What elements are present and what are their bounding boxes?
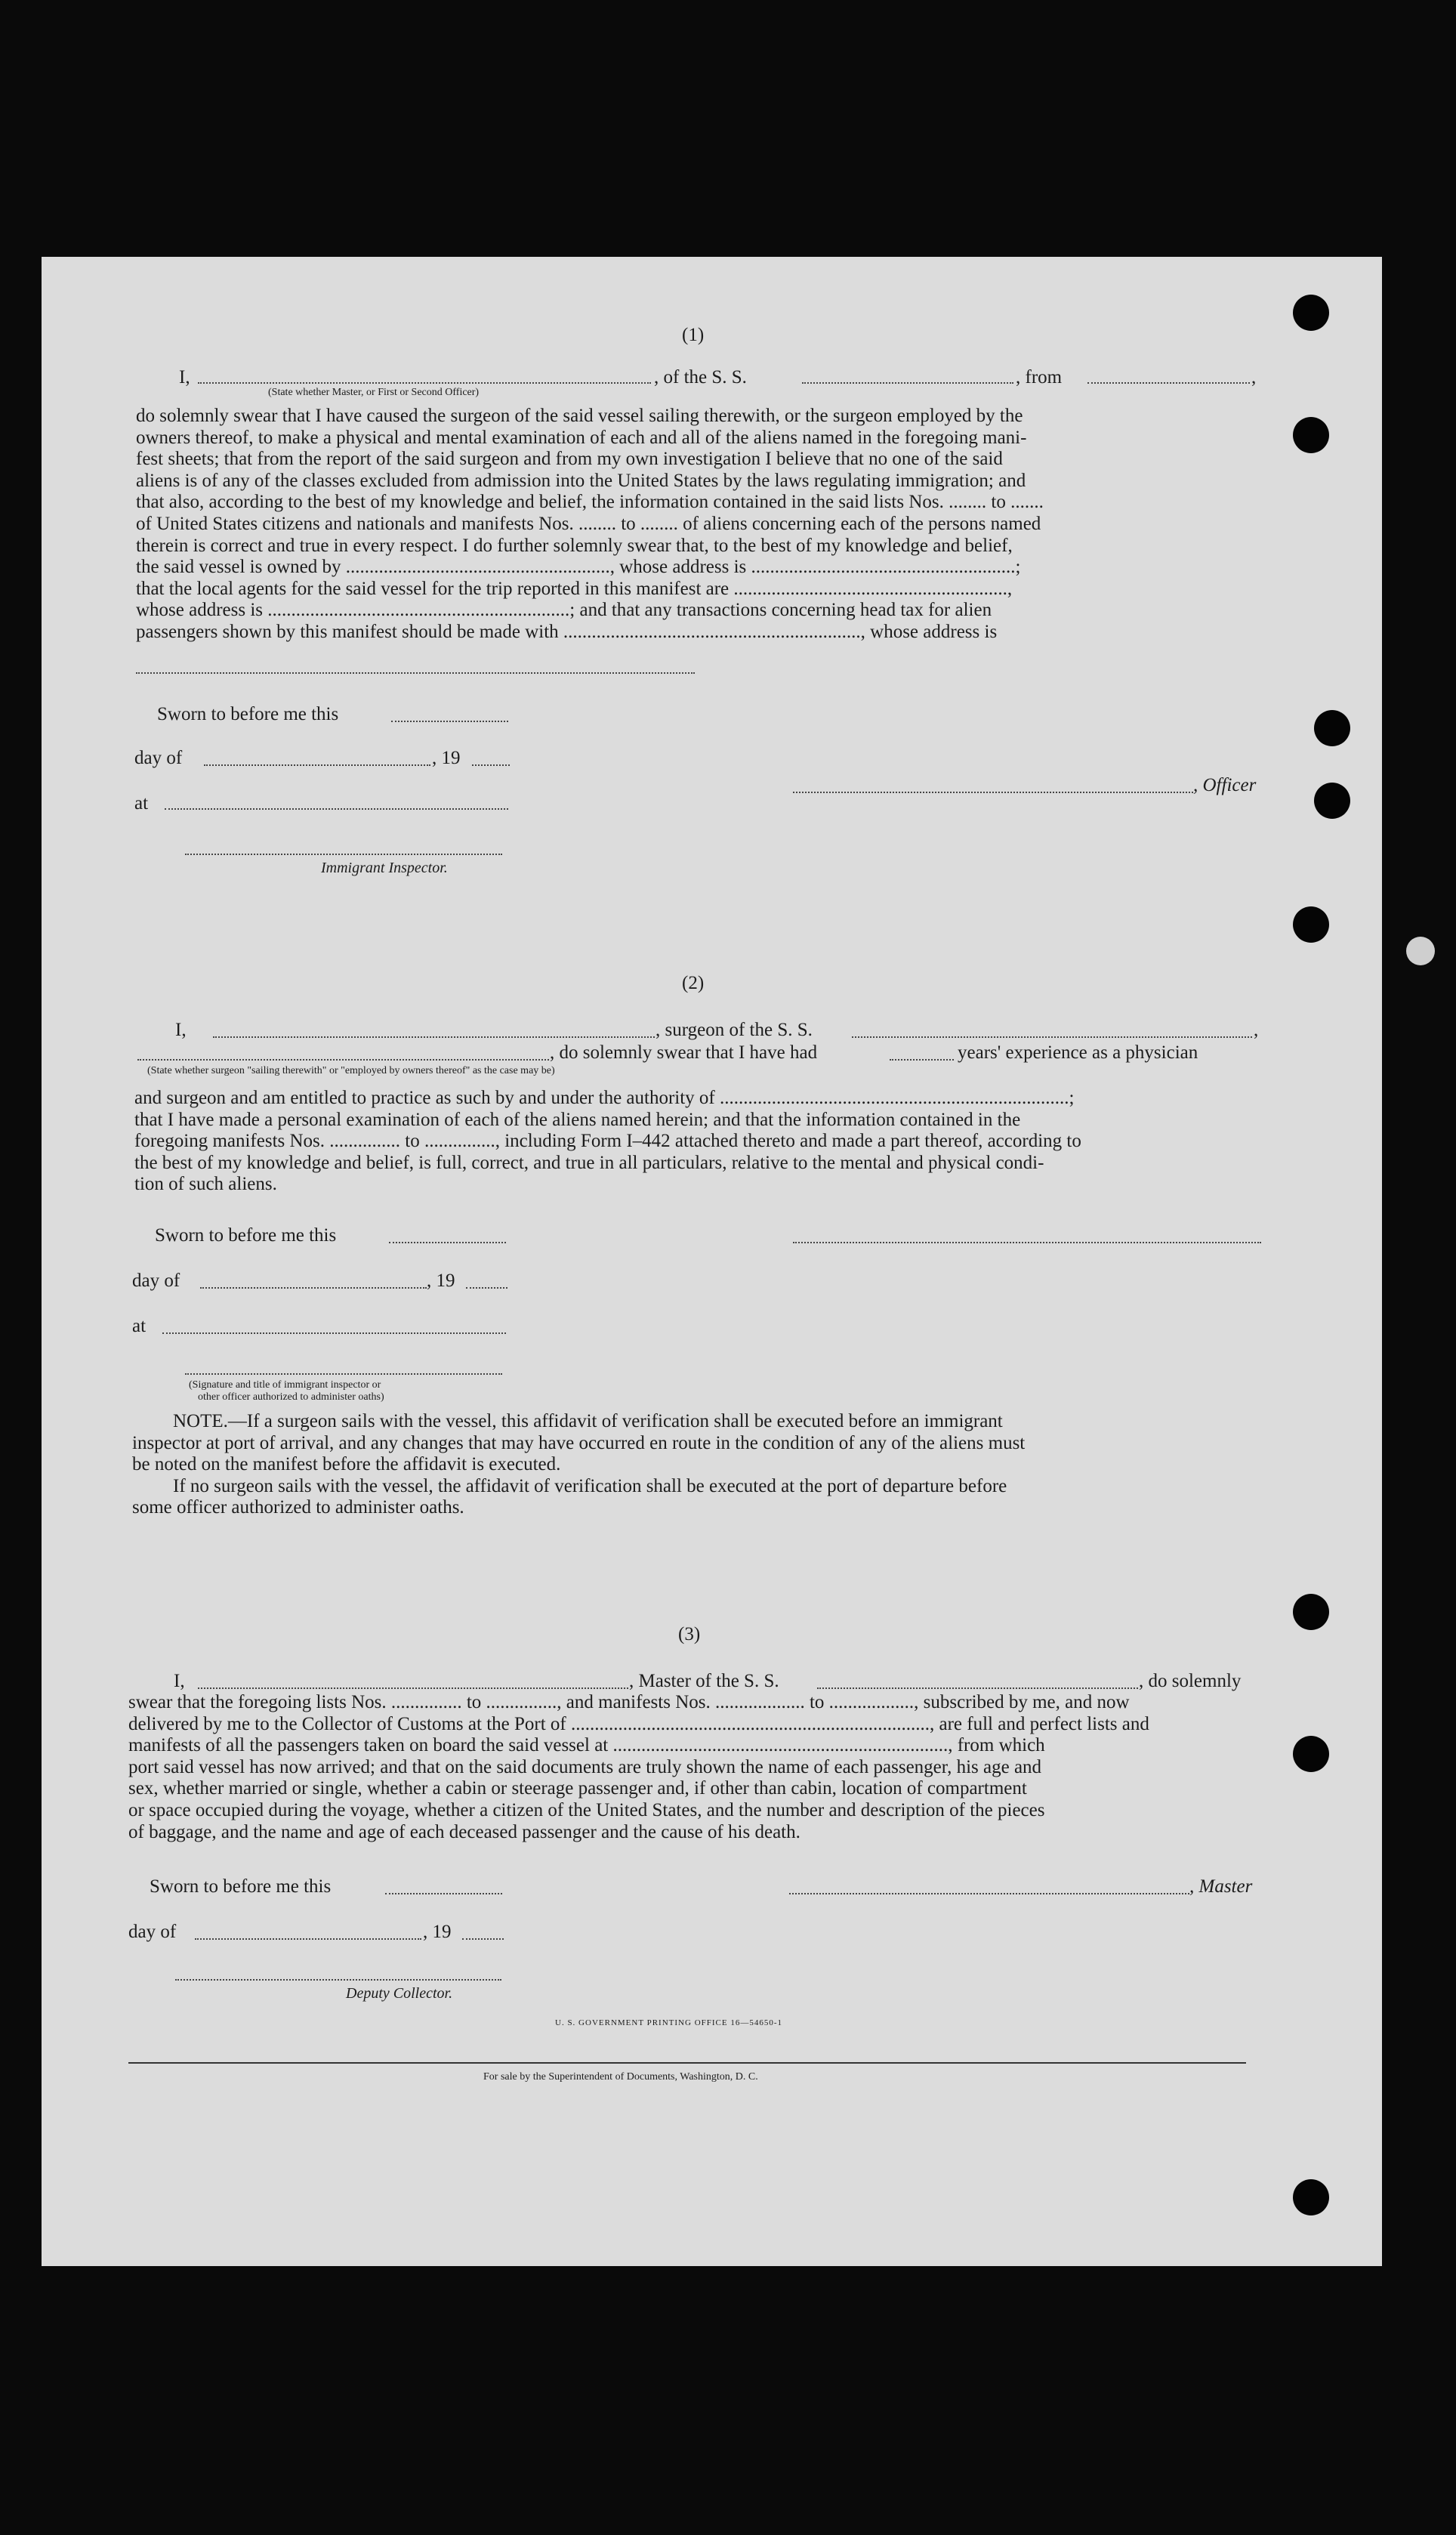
- section-2-oath-paragraph: [134, 1088, 1263, 1196]
- oath-line: therein is correct and true in every respect. I do further solemnly swear that, to the best of my knowledge and belief,: [136, 535, 1013, 556]
- inspector-signature-blank: [185, 854, 502, 855]
- punch-hole: [1314, 783, 1350, 819]
- section-3-oath-paragraph: [128, 1692, 1257, 1843]
- oath-line: aliens is of any of the classes excluded from admission into the United States by the laws regulating immigration; and: [136, 470, 1026, 491]
- oath-line: that I have made a personal examination of each of the aliens named herein; and that the information contained in the: [134, 1109, 1021, 1130]
- year-blank: [466, 1287, 507, 1289]
- year-blank: [462, 1938, 504, 1940]
- oath-line: whose address is ................................................................; and that any transactions concerning head tax for alien: [136, 600, 992, 621]
- do-solemnly: , do solemnly: [1139, 1671, 1242, 1691]
- footer-rule: [128, 2062, 1246, 2064]
- oath-line: swear that the foregoing lists Nos. ............... to ..............., and manifests Nos. ................... to .................., subscribed by me, and now: [128, 1692, 1130, 1712]
- at-label: at: [132, 1316, 147, 1336]
- printing-office-mark: U. S. GOVERNMENT PRINTING OFFICE 16—54650-1: [555, 2018, 783, 2027]
- vessel-name-blank: [802, 382, 1013, 384]
- month-blank: [200, 1287, 427, 1289]
- line-end-comma: ,: [1251, 367, 1257, 388]
- year-label: , 19: [427, 1271, 455, 1291]
- surgeon-name-blank: [213, 1036, 655, 1038]
- note-line: inspector at port of arrival, and any changes that may have occurred en route in the condition of any of the aliens must: [132, 1432, 1026, 1453]
- address-continuation-blank: [136, 672, 695, 674]
- punch-hole: [1314, 710, 1350, 746]
- oath-line: and surgeon and am entitled to practice as such by and under the authority of ..........................................................................;: [134, 1088, 1075, 1108]
- note-line: some officer authorized to administer oaths.: [132, 1497, 464, 1518]
- year-label: , 19: [423, 1922, 452, 1942]
- oath-line: delivered by me to the Collector of Customs at the Port of ............................................................................, are full and perfect lists and: [128, 1713, 1149, 1734]
- oath-line: the best of my knowledge and belief, is full, correct, and true in all particulars, relative to the mental and physical condi-: [134, 1152, 1044, 1173]
- place-blank: [165, 808, 508, 810]
- place-blank: [162, 1332, 506, 1334]
- oath-line: or space occupied during the voyage, whether a citizen of the United States, and the number and description of the pieces: [128, 1799, 1045, 1820]
- master-name-blank: [198, 1687, 628, 1689]
- surgeon-of-ss: , surgeon of the S. S.: [656, 1020, 813, 1040]
- punch-hole: [1293, 906, 1329, 943]
- sworn-date-blank: [389, 1242, 506, 1243]
- oath-line: sex, whether married or single, whether a cabin or steerage passenger and, if other than cabin, location of compartment: [128, 1778, 1027, 1799]
- footer-imprint: For sale by the Superintendent of Documents, Washington, D. C.: [483, 2071, 758, 2083]
- note-line: If no surgeon sails with the vessel, the affidavit of verification shall be executed at the port of departure before: [173, 1475, 1007, 1496]
- surgeon-status-note: (State whether surgeon "sailing therewith" or "employed by owners thereof" as the case may be): [147, 1065, 555, 1076]
- oath-line: that the local agents for the said vessel for the trip reported in this manifest are ..........................................................,: [136, 578, 1013, 599]
- sworn-label: Sworn to before me this: [157, 704, 339, 724]
- sworn-date-blank: [385, 1893, 502, 1894]
- section-2-number: (2): [682, 973, 705, 993]
- officer-signature-blank: [793, 792, 1193, 793]
- section-1-i: I,: [179, 367, 190, 388]
- month-blank: [195, 1938, 421, 1940]
- surgeon-note-paragraph: [132, 1411, 1257, 1519]
- year-label: , 19: [432, 748, 461, 768]
- punch-hole: [1293, 1594, 1329, 1630]
- at-label: at: [134, 793, 149, 814]
- oath-line: foregoing manifests Nos. ............... to ..............., including Form I–442 attached thereto and made a part thereof, according to: [134, 1131, 1081, 1152]
- deputy-collector-label: Deputy Collector.: [346, 1985, 453, 2002]
- officer-name-blank: [198, 382, 651, 384]
- inspector-signature-blank: [185, 1373, 502, 1375]
- from-label: , from: [1016, 367, 1063, 388]
- sworn-label: Sworn to before me this: [150, 1876, 332, 1897]
- section-1-number: (1): [682, 325, 705, 345]
- oath-line: passengers shown by this manifest should be made with ..............................................................., whose address is: [136, 621, 998, 642]
- sworn-date-blank: [391, 721, 508, 722]
- section-3-i: I,: [174, 1671, 185, 1691]
- note-line: NOTE.—If a surgeon sails with the vessel, this affidavit of verification shall be executed before an immigrant: [173, 1411, 1003, 1431]
- oath-line: fest sheets; that from the report of the said surgeon and from my own investigation I believe that no one of the said: [136, 449, 1003, 470]
- day-of-label: day of: [132, 1271, 180, 1291]
- years-experience: years' experience as a physician: [958, 1042, 1198, 1063]
- oath-line: tion of such aliens.: [134, 1174, 277, 1195]
- oath-line: do solemnly swear that I have caused the surgeon of the said vessel sailing therewith, or the surgeon employed by the: [136, 406, 1023, 426]
- oath-line: owners thereof, to make a physical and mental examination of each and all of the aliens named in the foregoing mani-: [136, 427, 1027, 448]
- surgeon-vessel-blank: [852, 1036, 1252, 1038]
- sworn-label: Sworn to before me this: [155, 1225, 337, 1246]
- note-line: be noted on the manifest before the affidavit is executed.: [132, 1454, 561, 1475]
- oath-line: that also, according to the best of my knowledge and belief, the information contained in the said lists Nos. ........ to .......: [136, 492, 1044, 513]
- oath-line: of baggage, and the name and age of each deceased passenger and the cause of his death.: [128, 1821, 800, 1842]
- punch-hole: [1293, 1736, 1329, 1772]
- day-of-label: day of: [134, 748, 183, 768]
- officer-rank-note: (State whether Master, or First or Second Officer): [268, 387, 480, 398]
- signature-note-1: (Signature and title of immigrant inspector or: [189, 1379, 381, 1391]
- do-solemnly-swear: , do solemnly swear that I have had: [550, 1042, 818, 1063]
- surgeon-status-blank: [137, 1059, 549, 1061]
- section-1-oath-paragraph: [136, 406, 1265, 644]
- collector-signature-blank: [175, 1979, 501, 1981]
- punch-hole: [1293, 2179, 1329, 2215]
- years-blank: [890, 1059, 954, 1061]
- signature-note-2: other officer authorized to administer oaths): [198, 1391, 384, 1403]
- oath-line: manifests of all the passengers taken on board the said vessel at ......................................................................., from which: [128, 1735, 1045, 1756]
- master-vessel-blank: [817, 1687, 1138, 1689]
- oath-line: of United States citizens and nationals and manifests Nos. ........ to ........ of aliens concerning each of the persons named: [136, 513, 1041, 534]
- day-of-label: day of: [128, 1922, 177, 1942]
- punch-hole: [1293, 295, 1329, 331]
- month-blank: [204, 764, 430, 766]
- officer-label: , Officer: [1193, 775, 1257, 795]
- binder-ring: [1406, 937, 1435, 965]
- section-3-number: (3): [678, 1624, 701, 1644]
- from-port-blank: [1087, 382, 1250, 384]
- surgeon-signature-blank: [793, 1242, 1261, 1243]
- year-blank: [472, 764, 510, 766]
- punch-hole: [1293, 417, 1329, 453]
- oath-line: the said vessel is owned by ........................................................, whose address is ........................................................;: [136, 557, 1021, 578]
- master-signature-blank: [789, 1893, 1189, 1894]
- of-the-ss: , of the S. S.: [654, 367, 747, 388]
- section-2-i: I,: [175, 1020, 187, 1040]
- master-of-ss: , Master of the S. S.: [629, 1671, 779, 1691]
- line-end-comma: ,: [1254, 1020, 1259, 1040]
- oath-line: port said vessel has now arrived; and that on the said documents are truly shown the name of each passenger, his age and: [128, 1756, 1042, 1777]
- master-label: , Master: [1189, 1876, 1253, 1897]
- immigrant-inspector-label: Immigrant Inspector.: [321, 860, 448, 876]
